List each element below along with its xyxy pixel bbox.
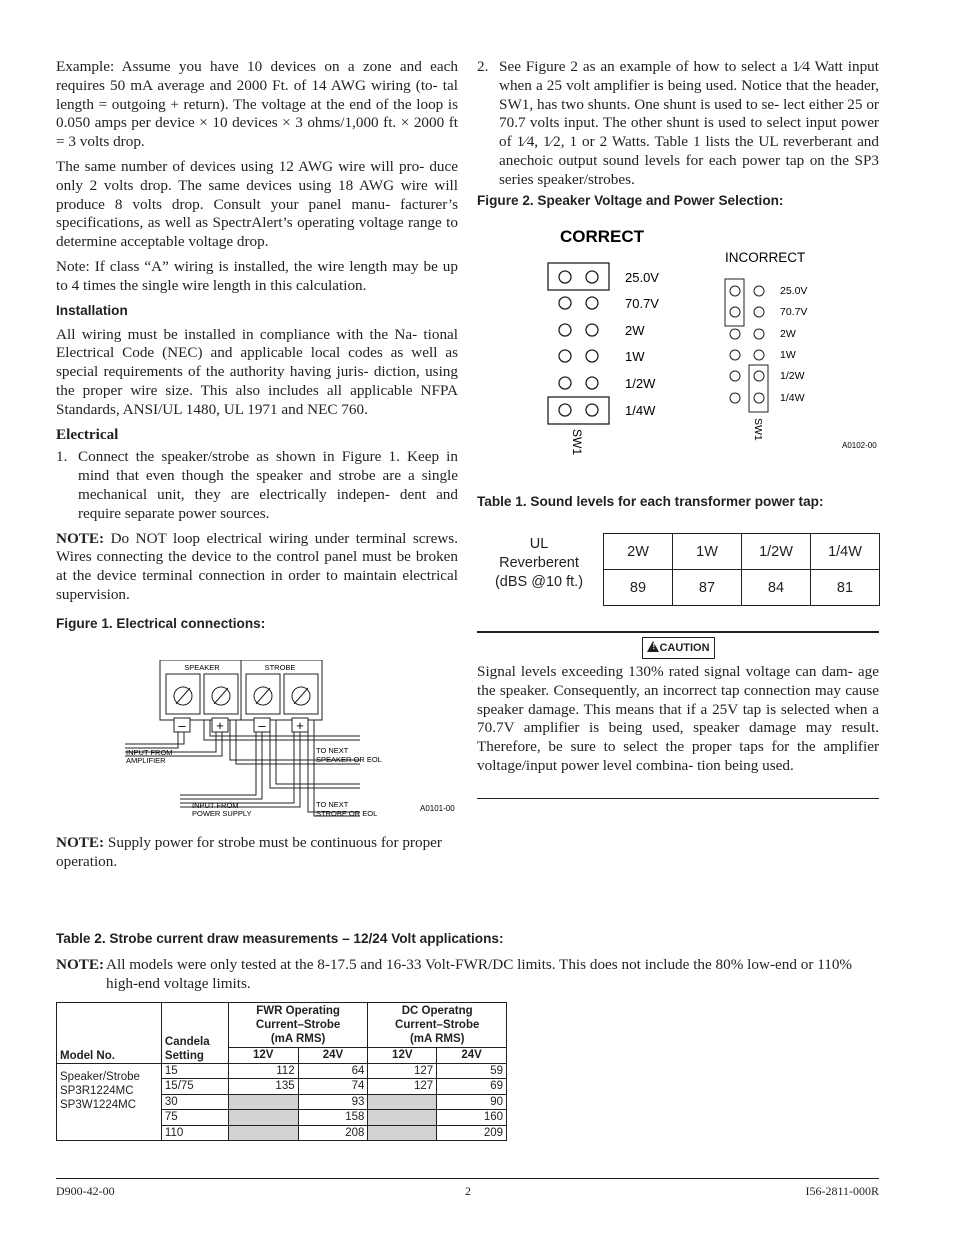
incorrect-tap-label-1w: 1W: [780, 349, 796, 361]
figure-1-caption: Figure 1. Electrical connections:: [56, 615, 266, 631]
tap-label-quarter-w: 1/4W: [625, 403, 656, 418]
plus-sign-1: +: [216, 718, 224, 733]
incorrect-tap-label-quarter-w: 1/4W: [780, 392, 805, 404]
table-1-row-label: [481, 535, 597, 592]
model-line-1: Speaker/Strobe: [60, 1070, 140, 1083]
correct-label: CORRECT: [560, 227, 645, 246]
tap-label-half-w: 1/2W: [625, 376, 656, 391]
dc-12v-cell: 127: [368, 1079, 437, 1095]
candela-cell: 110: [161, 1125, 228, 1141]
dc-header-line-2: Current–Strobe: [395, 1019, 480, 1031]
fwr-header-line-2: Current–Strobe: [255, 1019, 341, 1031]
note-text: Supply power for strobe must be continuous for proper operation.: [56, 834, 442, 870]
figure-2-shunt-diagram: [540, 222, 885, 457]
figure-1-code: A0101-00: [420, 804, 455, 813]
note-loop-wiring: [56, 530, 458, 605]
strobe-label: STROBE: [264, 663, 296, 672]
caution-bottom-rule: [477, 798, 879, 799]
note-label: NOTE:: [56, 956, 105, 973]
caution-label: CAUTION: [659, 642, 710, 654]
tap-label-2w: 2W: [625, 323, 645, 338]
dc-12v-cell: [368, 1110, 437, 1126]
candela-cell: 30: [161, 1094, 228, 1110]
table-2-caption: Table 2. Strobe current draw measurements – 12/24 Volt applications:: [56, 931, 504, 946]
table-cell: 1W: [673, 534, 742, 570]
figure-1-wiring-diagram: [120, 660, 465, 825]
dc-12v-cell: [368, 1094, 437, 1110]
dc-24v-cell: 209: [437, 1125, 507, 1141]
speaker-label: SPEAKER: [184, 663, 220, 672]
sw1-label-correct: SW1: [570, 429, 584, 456]
table-row: [57, 1063, 507, 1079]
note-label: NOTE:: [56, 529, 105, 547]
model-header: Model No.: [57, 1003, 162, 1064]
step-1-text: Connect the speaker/strobe as shown in Figure 1. Keep in mind that even though the speaker and strobe are a single mechanical unit, they are electrically indepen- dent and require separate power sources.: [78, 448, 458, 522]
candela-cell: 15: [161, 1063, 228, 1079]
fwr-12v-header: 12V: [228, 1048, 298, 1064]
right-column: [477, 58, 879, 210]
table-cell: 87: [673, 570, 742, 606]
step-2: [477, 58, 879, 190]
step-1: [56, 448, 458, 523]
table-1-header-row: [604, 534, 880, 570]
row-label-line-3: (dBS @10 ft.): [494, 574, 584, 590]
next-strobe-label-1: TO NEXT: [316, 800, 349, 809]
note-strobe-power: [56, 834, 458, 878]
input-ps-label-2: POWER SUPPLY: [192, 809, 252, 818]
note-text: Do NOT loop electrical wiring under terminal screws. Wires connecting the device to the control panel must be broken at the device terminal connection in order to maintain electrical supervision.: [56, 529, 458, 603]
dc-12v-cell: 127: [368, 1063, 437, 1079]
fwr-12v-cell: [228, 1110, 298, 1126]
candela-cell: 75: [161, 1110, 228, 1126]
table-1: [603, 533, 880, 606]
table-cell: 84: [742, 570, 811, 606]
dc-header-line-3: (mA RMS): [409, 1033, 465, 1045]
minus-sign-1: –: [178, 718, 186, 733]
model-line-3: SP3W1224MC: [60, 1098, 137, 1111]
fwr-header-line-1: FWR Operating: [256, 1005, 340, 1017]
dc-24v-cell: 90: [437, 1094, 507, 1110]
dc-24v-cell: 160: [437, 1110, 507, 1126]
caution-top-rule: [477, 631, 879, 633]
fwr-12v-cell: 112: [228, 1063, 298, 1079]
example-paragraph-1: Example: Assume you have 10 devices on a zone and each requires 50 mA average and 2000 Ft. of 14 AWG wiring (to- tal length = outgoing + return). The voltage at the end of the loop is 0.050 amps per device × 10 devices × 3 ohms/1,000 ft. × 2000 ft = 3 volts drop.: [56, 58, 458, 151]
step-1-number: 1.: [56, 448, 68, 466]
table-1-caption: Table 1. Sound levels for each transformer power tap:: [477, 494, 824, 509]
dc-header: [368, 1003, 507, 1048]
table-cell: 2W: [604, 534, 673, 570]
step-2-text: See Figure 2 as an example of how to select a 1⁄4 Watt input when a 25 volt amplifier is being used. Notice that the header, SW1, has two shunts. One shunt is used to se- lect either 25 or 70.7 volts input. The other shunt is used to select input power of 1⁄4, 1⁄2, 1 or 2 Watts. Table 1 lists the UL reverberant and anechoic output sound levels for each power tap on the SP3 series speaker/strobes.: [499, 58, 879, 188]
table-2: [56, 1002, 507, 1141]
example-paragraph-3: Note: If class “A” wiring is installed, the wire length may be up to 4 times the single wire length in this calculation.: [56, 257, 458, 294]
footer-rule: [56, 1178, 879, 1179]
candela-cell: 15/75: [161, 1079, 228, 1095]
table-cell: 89: [604, 570, 673, 606]
table-2-note: [56, 956, 879, 994]
table-cell: 1/4W: [811, 534, 880, 570]
note-label: NOTE:: [56, 834, 105, 851]
footer-page-number: 2: [465, 1184, 471, 1198]
table-cell: 81: [811, 570, 880, 606]
dc-24v-cell: 59: [437, 1063, 507, 1079]
sw1-label-incorrect: SW1: [752, 418, 764, 441]
model-cell: [57, 1063, 162, 1141]
model-line-2: SP3R1224MC: [60, 1084, 134, 1097]
fwr-24v-cell: 208: [298, 1125, 368, 1141]
fwr-24v-cell: 74: [298, 1079, 368, 1095]
candela-header-line-2: Setting: [164, 1049, 204, 1062]
figure-2-caption: Figure 2. Speaker Voltage and Power Selection:: [477, 192, 784, 208]
fwr-12v-cell: 135: [228, 1079, 298, 1095]
input-amp-label-2: AMPLIFIER: [126, 756, 166, 765]
input-amp-label-1: INPUT FROM: [126, 748, 173, 757]
incorrect-tap-label-2w: 2W: [780, 328, 796, 340]
figure-2-code: A0102-00: [842, 441, 877, 450]
next-speaker-label-1: TO NEXT: [316, 746, 349, 755]
fwr-header-line-3: (mA RMS): [270, 1033, 326, 1045]
dc-24v-cell: 69: [437, 1079, 507, 1095]
incorrect-tap-label-half-w: 1/2W: [780, 370, 805, 382]
table-cell: 1/2W: [742, 534, 811, 570]
row-label-line-2: Reverberent: [499, 555, 579, 571]
tap-label-25v: 25.0V: [625, 270, 659, 285]
dc-12v-cell: [368, 1125, 437, 1141]
candela-header: [161, 1003, 228, 1064]
table-1-value-row: [604, 570, 880, 606]
warning-triangle-icon: !: [647, 641, 659, 652]
fwr-12v-cell: [228, 1125, 298, 1141]
footer-right: I56-2811-000R: [805, 1184, 879, 1198]
installation-paragraph: All wiring must be installed in compliance with the Na- tional Electrical Code (NEC) and applicable local codes as well as special requirements of the authority having juris- diction, using the proper wire size. This also includes all applicable NFPA Standards, ANSI/UL 1480, UL 1971 and NEC 760.: [56, 325, 458, 418]
fwr-24v-cell: 64: [298, 1063, 368, 1079]
row-label-line-1: UL: [529, 536, 549, 552]
fwr-header: [228, 1003, 368, 1048]
table-2-header-row: [57, 1003, 507, 1048]
fwr-12v-cell: [228, 1094, 298, 1110]
dc-24v-header: 24V: [437, 1048, 507, 1064]
next-strobe-label-2: STROBE OR EOL: [316, 809, 378, 818]
incorrect-tap-label-70v: 70.7V: [780, 306, 808, 318]
incorrect-tap-label-25v: 25.0V: [780, 285, 808, 297]
example-paragraph-2: The same number of devices using 12 AWG wire will pro- duce only 2 volts drop. The same devices using 18 AWG wire will produce 8 volts drop. Consult your panel manu- facturer’s specifications, as well as SpectrAlert’s operating voltage range to determine acceptable voltage drop.: [56, 157, 458, 251]
electrical-heading: Electrical: [56, 425, 119, 443]
incorrect-label: INCORRECT: [725, 250, 806, 265]
caution-badge: [642, 637, 715, 659]
caution-text: Signal levels exceeding 130% rated signal voltage can dam- age the speaker. Consequently, an incorrect tap connection may cause speaker damage. This means that if a 25V tap is selected when a 70.7V amplifier is being used, speaker damage may result. Therefore, be sure to select the proper taps for the amplifier voltage/input power level combina- tion being used.: [477, 663, 879, 774]
fwr-24v-header: 24V: [298, 1048, 368, 1064]
next-speaker-label-2: SPEAKER OR EOL: [316, 755, 382, 764]
input-ps-label-1: INPUT FROM: [192, 801, 239, 810]
tap-label-1w: 1W: [625, 349, 645, 364]
minus-sign-2: –: [258, 718, 266, 733]
step-2-number: 2.: [477, 58, 489, 75]
plus-sign-2: +: [296, 718, 304, 733]
dc-header-line-1: DC Operatng: [401, 1005, 473, 1017]
candela-header-line-1: Candela: [164, 1035, 210, 1048]
fwr-24v-cell: 93: [298, 1094, 368, 1110]
fwr-24v-cell: 158: [298, 1110, 368, 1126]
dc-12v-header: 12V: [368, 1048, 437, 1064]
tap-label-70v: 70.7V: [625, 296, 659, 311]
installation-heading: Installation: [56, 302, 128, 318]
left-column: [56, 58, 458, 633]
note-text: All models were only tested at the 8-17.5 and 16-33 Volt-FWR/DC limits. This does not include the 80% low-end or 110% high-end voltage limits.: [106, 956, 853, 992]
footer-left: D900-42-00: [56, 1184, 115, 1198]
